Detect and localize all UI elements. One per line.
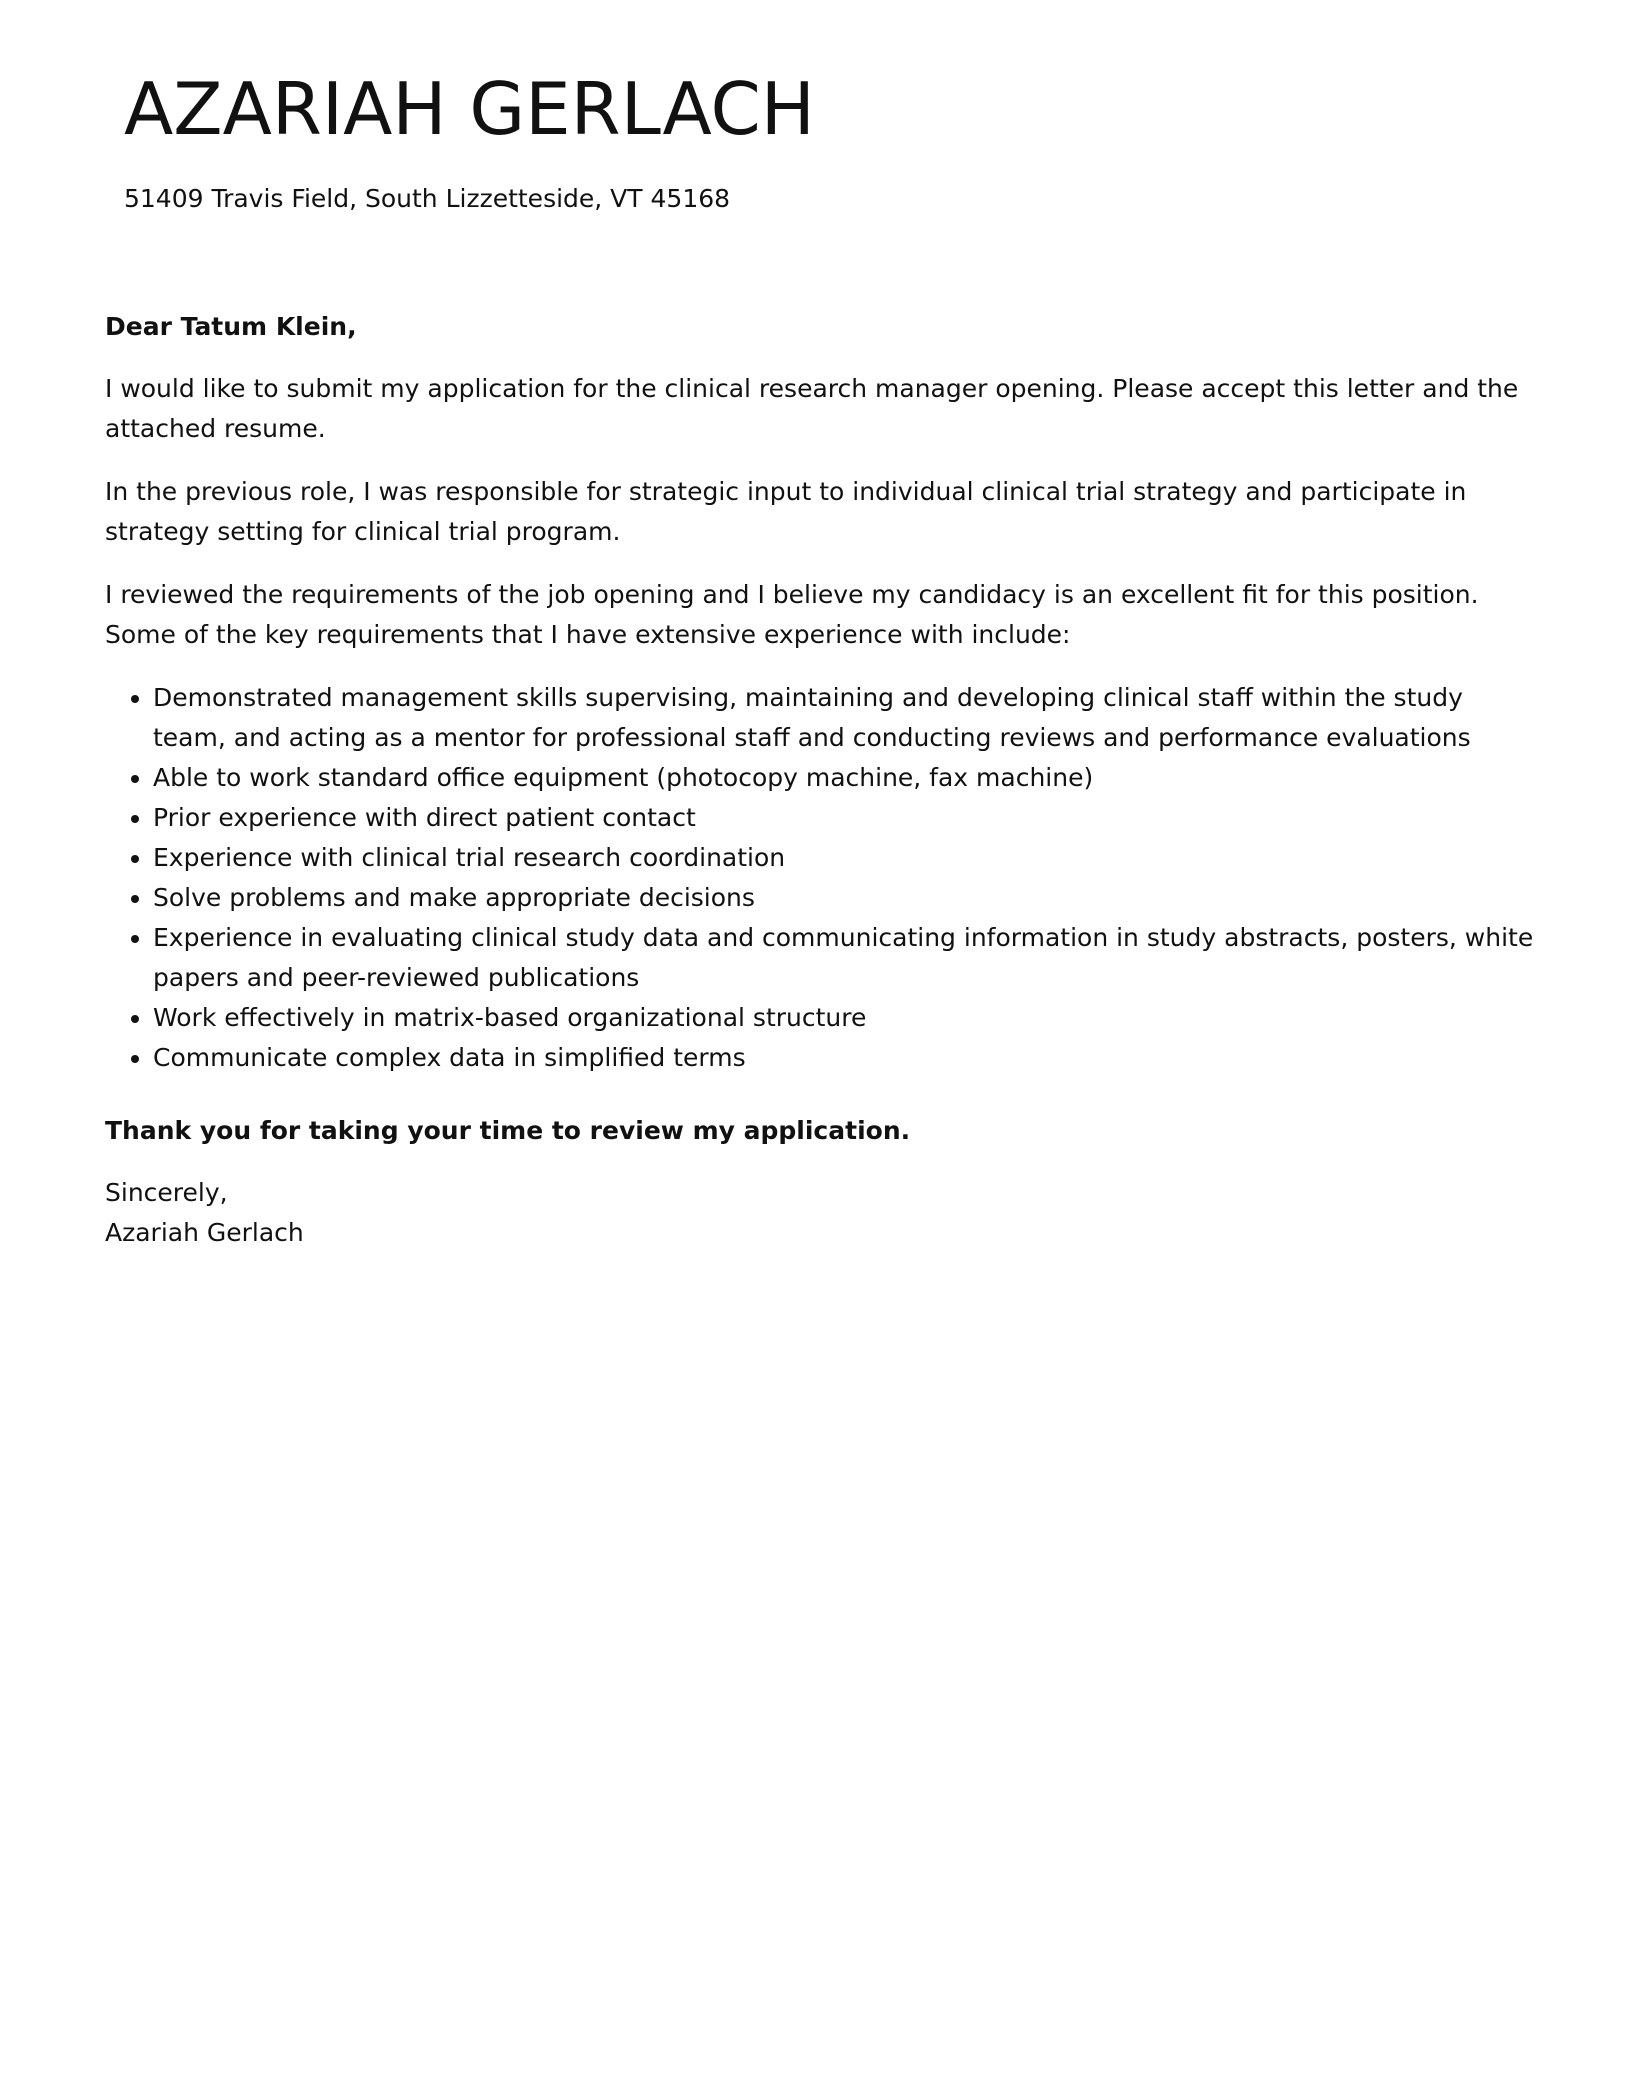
requirements-list <box>105 678 1535 1078</box>
list-item: • Work effectively in matrix-based organizational structure <box>153 998 1535 1038</box>
list-item: • Solve problems and make appropriate decisions <box>153 878 1535 918</box>
signature-name: Azariah Gerlach <box>105 1218 304 1247</box>
list-item: • Experience with clinical trial research coordination <box>153 838 1535 878</box>
salutation: Dear Tatum Klein, <box>105 312 357 341</box>
list-item: • Experience in evaluating clinical study data and communicating information in study abstracts, posters, white papers and peer-reviewed publications <box>153 918 1535 998</box>
letter-body <box>105 307 1535 1253</box>
list-item: • Able to work standard office equipment (photocopy machine, fax machine) <box>153 758 1535 798</box>
list-item: • Communicate complex data in simplified terms <box>153 1038 1535 1078</box>
applicant-name: AZARIAH GERLACH <box>124 67 815 151</box>
closing-line: Thank you for taking your time to review my application. <box>105 1116 911 1145</box>
list-item: • Demonstrated management skills supervising, maintaining and developing clinical staff within the study team, and acting as a mentor for professional staff and conducting reviews and performance evaluations <box>153 678 1535 758</box>
letter-header <box>124 67 1504 216</box>
sign-off: Sincerely, <box>105 1178 228 1207</box>
list-item: • Prior experience with direct patient contact <box>153 798 1535 838</box>
paragraph-previous-role: In the previous role, I was responsible for strategic input to individual clinical trial strategy and participate in strategy setting for clinical trial program. <box>105 477 1467 546</box>
paragraph-intro: I would like to submit my application for the clinical research manager opening. Please accept this letter and the attached resume. <box>105 374 1519 443</box>
applicant-address: 51409 Travis Field, South Lizzetteside, VT 45168 <box>124 184 731 214</box>
paragraph-requirements-intro: I reviewed the requirements of the job opening and I believe my candidacy is an excellent fit for this position. Some of the key requirements that I have extensive experience with include: <box>105 580 1479 649</box>
